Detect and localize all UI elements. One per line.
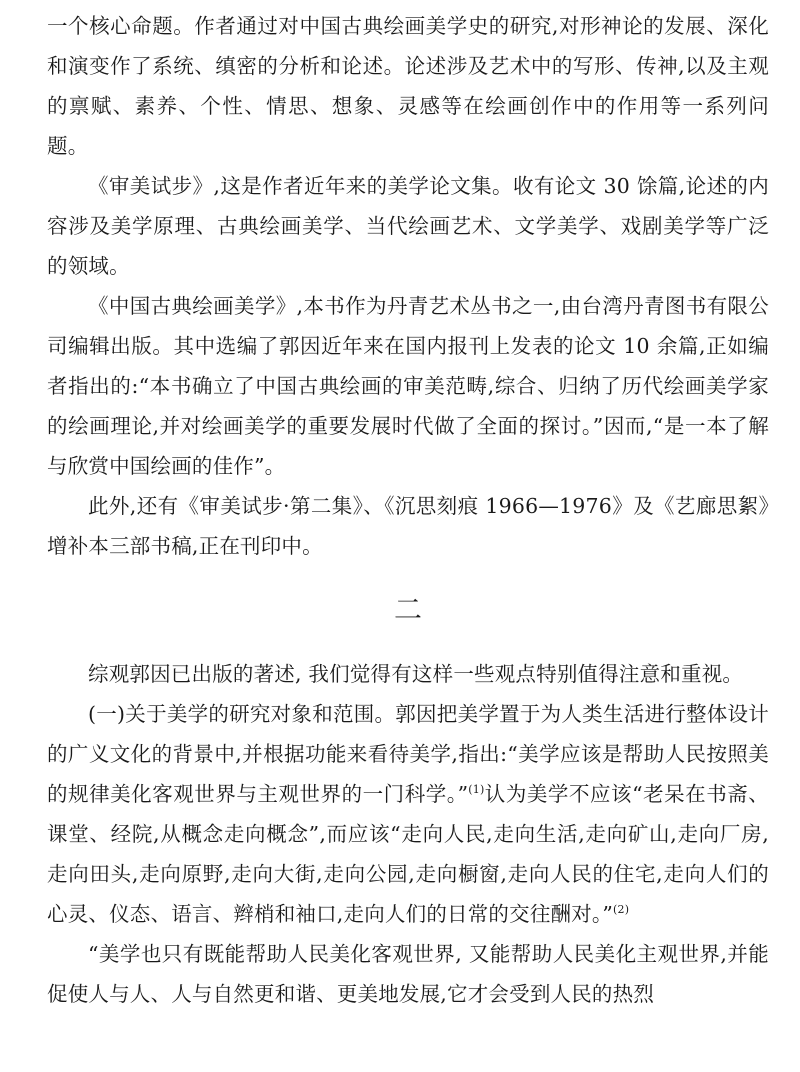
paragraph-form-spirit-theory: 一个核心命题。作者通过对中国古典绘画美学史的研究,对形神论的发展、深化和演变作了系统、缜密的分析和论述。论述涉及艺术中的写形、传神,以及主观的禀赋、素养、个性、情思、想象、灵感等在绘画创作中的作用等一系列问题。 [47,14,769,158]
point1-text-part2: 认为美学不应该“老呆在书斋、课堂、经院,从概念走向概念”,而应该“走向人民,走向生活,走向矿山,走向厂房,走向田头,走向原野,走向大街,走向公园,走向橱窗,走向人民的住宅,走向人们的心灵、仪态、语言、辫梢和袖口,走向人们的日常的交往酬对。” [47,782,769,926]
paragraph-other-manuscripts: 此外,还有《审美试步·第二集》、《沉思刻痕 1966—1976》及《艺廊思絮》增补本三部书稿,正在刊印中。 [47,494,769,558]
paragraph-research-object [47,694,769,934]
paragraph-classical-painting-aesthetics: 《中国古典绘画美学》,本书作为丹青艺术丛书之一,由台湾丹青图书有限公司编辑出版。其中选编了郭因近年来在国内报刊上发表的论文 10 余篇,正如编者指出的:“本书确立了中国古典绘画的审美范畴,综合、归纳了历代绘画美学家的绘画理论,并对绘画美学的重要发展时代做了全面的探讨。”因而,“是一本了解与欣赏中国绘画的佳作”。 [47,294,769,478]
paragraph-aesthetics-quote: “美学也只有既能帮助人民美化客观世界, 又能帮助人民美化主观世界,并能促使人与人、人与自然更和谐、更美地发展,它才会受到人民的热烈 [47,942,769,1006]
paragraph-aesthetic-trials: 《审美试步》,这是作者近年来的美学论文集。收有论文 30 馀篇,论述的内容涉及美学原理、古典绘画美学、当代绘画艺术、文学美学、戏剧美学等广泛的领域。 [47,174,769,278]
footnote-ref-1: (1) [468,783,485,797]
paragraph-overview: 综观郭因已出版的著述, 我们觉得有这样一些观点特别值得注意和重视。 [88,662,744,686]
footnote-ref-2: (2) [613,903,630,917]
point1-text-part1: (一)关于美学的研究对象和范围。郭因把美学置于为人类生活进行整体设计的广义文化的背景中,并根据功能来看待美学,指出:“美学应该是帮助人民按照美的规律美化客观世界与主观世界的一门科学。” [47,702,769,806]
section-heading: 二 [393,593,422,626]
document-page [47,6,769,1014]
